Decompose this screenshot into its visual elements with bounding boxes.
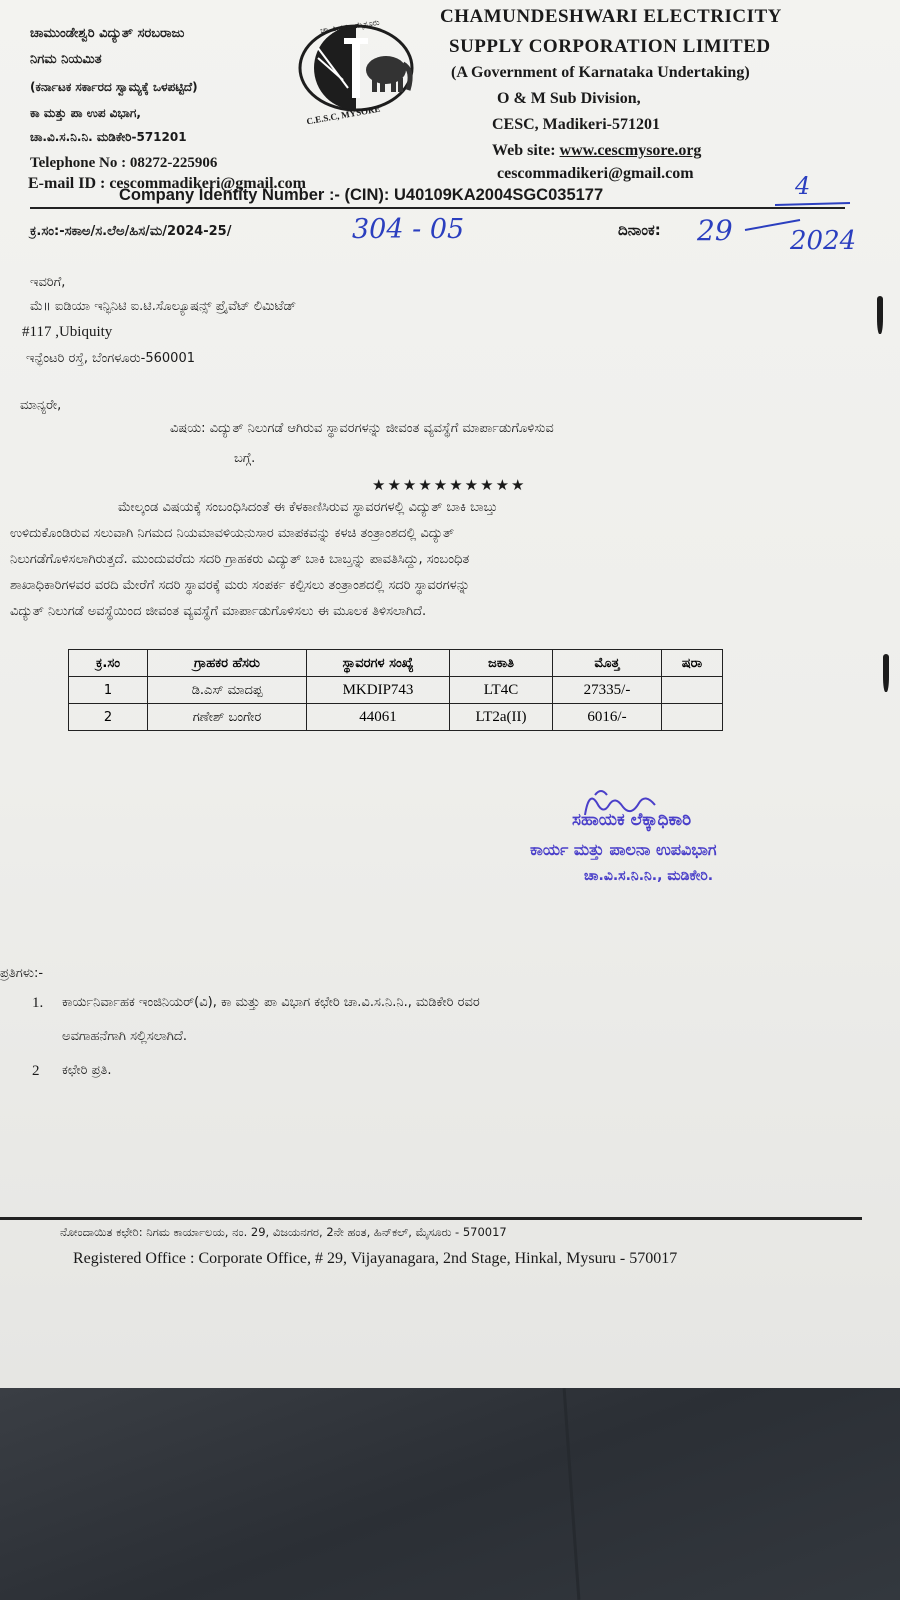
header-kn-line-2: ನಿಗಮ ನಿಯಮಿತ: [30, 52, 102, 67]
copies-item-2-number: 2: [32, 1063, 40, 1079]
header-kn-line-1: ಚಾಮುಂಡೇಶ್ವರಿ ವಿದ್ಯುತ್ ಸರಬರಾಜು: [30, 26, 185, 41]
col-header-tariff: ಜಕಾತಿ: [450, 650, 553, 677]
cell-serial: 1: [69, 677, 148, 704]
stamp-line-2: ಕಾರ್ಯ ಮತ್ತು ಪಾಲನಾ ಉಪವಿಭಾಗ: [530, 840, 717, 859]
logo-top-text: ಚಾ.ವಿ.ಸ.ನಿ. ಮೈಸೂರು: [319, 17, 381, 36]
company-line-1: CHAMUNDESHWARI ELECTRICITY: [440, 6, 782, 27]
fabric-seam: [563, 1388, 581, 1600]
cell-tariff: LT2a(II): [450, 704, 553, 731]
date-separators: [740, 195, 890, 255]
binder-mark-top: [877, 296, 883, 334]
cell-installation-number: 44061: [307, 704, 450, 731]
company-line-5: CESC, Madikeri-571201: [492, 116, 660, 133]
address-line-1: ಮೆ॥ ಐಡಿಯಾ ಇನ್ಫಿನಿಟಿ ಐ.ಟಿ.ಸೊಲ್ಯೂಷನ್ಸ್ ಪ್ರೈವೆಟ್ ಲಿಮಿಟೆಡ್: [30, 299, 297, 314]
cell-remarks: [662, 677, 723, 704]
date-year: 2024: [790, 226, 857, 256]
table-header-row: [69, 650, 723, 677]
stamp-line-3: ಚಾ.ವಿ.ಸ.ನಿ.ನಿ., ಮಡಿಕೇರಿ.: [584, 868, 714, 884]
cell-remarks: [662, 704, 723, 731]
company-line-2: SUPPLY CORPORATION LIMITED: [449, 36, 771, 57]
copies-item-2: ಕಛೇರಿ ಪ್ರತಿ.: [62, 1063, 112, 1078]
cin-line: Company Identity Number :- (CIN): U40109KA2004SGC035177: [119, 186, 604, 204]
binder-mark-middle: [883, 654, 889, 692]
cesc-logo: [288, 18, 428, 128]
address-line-3: ಇನ್ಫೆಂಟರಿ ರಸ್ತೆ, ಬೆಂಗಳೂರು-560001: [26, 351, 195, 366]
body-line-5: ವಿದ್ಯುತ್ ನಿಲುಗಡೆ ಅವಸ್ಥೆಯಿಂದ ಜೀವಂತ ವ್ಯವಸ್ಥೆಗೆ ಮಾರ್ಪಾಡುಗೊಳಿಸಲು ಈ ಮೂಲಕ ತಿಳಿಸಲಾಗಿದೆ.: [10, 604, 427, 619]
subject-line-1: ವಿಷಯ: ವಿದ್ಯುತ್ ನಿಲುಗಡೆ ಆಗಿರುವ ಸ್ಥಾವರಗಳನ್ನು ಜೀವಂತ ವ್ಯವಸ್ಥೆಗೆ ಮಾರ್ಪಾಡುಗೊಳಿಸುವ: [170, 421, 554, 436]
copies-item-1-line-2: ಅವಗಾಹನೆಗಾಗಿ ಸಲ್ಲಿಸಲಾಗಿದೆ.: [62, 1029, 187, 1044]
stamp-line-1: ಸಹಾಯಕ ಲೆಕ್ಕಾಧಿಕಾರಿ: [572, 810, 692, 830]
background-fabric: [0, 1388, 900, 1600]
website-link[interactable]: www.cescmysore.org: [559, 142, 702, 159]
col-header-serial: ಕ್ರ.ಸಂ: [69, 650, 148, 677]
date-month: 4: [795, 172, 811, 200]
ref-number-handwritten: 304 - 05: [352, 214, 465, 245]
cell-installation-number: MKDIP743: [307, 677, 450, 704]
cell-tariff: LT4C: [450, 677, 553, 704]
cell-consumer-name: ಗಣೇಶ್ ಬಂಗೇರ: [148, 704, 307, 731]
table-row: [69, 704, 723, 731]
consumer-table: [68, 649, 723, 731]
salutation: ಮಾನ್ಯರೇ,: [20, 398, 62, 413]
col-header-installation-number: ಸ್ಥಾವರಗಳ ಸಂಖ್ಯೆ: [307, 650, 450, 677]
copies-item-1-number: 1.: [32, 995, 44, 1011]
date-label: ದಿನಾಂಕ:: [618, 221, 661, 239]
header-rule: [30, 207, 845, 209]
address-to: ಇವರಿಗೆ,: [30, 275, 66, 290]
footer-english: Registered Office : Corporate Office, # 29, Vijayanagara, 2nd Stage, Hinkal, Mysuru - 570017: [73, 1250, 678, 1267]
subject-line-2: ಬಗ್ಗೆ.: [234, 451, 256, 466]
copies-item-1-line-1: ಕಾರ್ಯನಿರ್ವಾಹಕ ಇಂಜಿನಿಯರ್(ವಿ), ಕಾ ಮತ್ತು ಪಾ ವಿಭಾಗ ಕಛೇರಿ ಚಾ.ವಿ.ಸ.ನಿ.ನಿ., ಮಡಿಕೇರಿ ರವರ: [62, 995, 480, 1010]
company-line-4: O & M Sub Division,: [497, 90, 641, 107]
address-line-2: #117 ,Ubiquity: [22, 324, 113, 340]
body-line-4: ಶಾಖಾಧಿಕಾರಿಗಳವರ ವರದಿ ಮೇರೆಗೆ ಸದರಿ ಸ್ಥಾವರಕ್ಕೆ ಮರು ಸಂಪರ್ಕ ಕಲ್ಪಿಸಲು ತಂತ್ರಾಂಶದಲ್ಲಿ ಸದರಿ ಸ್ಥಾವರಗಳನ್ನು: [10, 578, 470, 593]
header-kn-line-4: ಕಾ ಮತ್ತು ಪಾ ಉಪ ವಿಭಾಗ,: [30, 106, 141, 120]
footer-kannada: ನೋಂದಾಯಿತ ಕಛೇರಿ: ನಿಗಮ ಕಾರ್ಯಾಲಯ, ನಂ. 29, ವಿಜಯನಗರ, 2ನೇ ಹಂತ, ಹಿನ್‌ಕಲ್, ಮೈಸೂರು - 570017: [60, 1225, 507, 1239]
company-line-3: (A Government of Karnataka Undertaking): [451, 64, 750, 81]
body-line-3: ನಿಲುಗಡೆಗೊಳಿಸಲಾಗಿರುತ್ತದೆ. ಮುಂದುವರೆದು ಸದರಿ ಗ್ರಾಹಕರು ವಿದ್ಯುತ್ ಬಾಕಿ ಬಾಬ್ತನ್ನು ಪಾವತಿಸಿದ್ದು, ಸಂಬಂಧಿತ: [10, 552, 470, 567]
table-row: [69, 677, 723, 704]
logo-bottom-text: C.E.S.C, MYSORE: [305, 103, 382, 127]
telephone: Telephone No : 08272-225906: [30, 155, 218, 171]
website-label: Web site:: [492, 142, 556, 159]
date-day: 29: [697, 214, 733, 247]
email-left: E-mail ID : cescommadikeri@gmail.com: [28, 175, 306, 192]
col-header-consumer-name: ಗ್ರಾಹಕರ ಹೆಸರು: [148, 650, 307, 677]
header-kn-line-3: (ಕರ್ನಾಟಕ ಸರ್ಕಾರದ ಸ್ವಾಮ್ಯಕ್ಕೆ ಒಳಪಟ್ಟಿದೆ): [30, 80, 198, 94]
cell-amount: 6016/-: [553, 704, 662, 731]
cell-serial: 2: [69, 704, 148, 731]
cell-consumer-name: ಡಿ.ಎಸ್ ಮಾದಪ್ಪ: [148, 677, 307, 704]
col-header-remarks: ಷರಾ: [662, 650, 723, 677]
col-header-amount: ಮೊತ್ತ: [553, 650, 662, 677]
stars-divider: ★★★★★★★★★★: [372, 476, 527, 494]
cell-amount: 27335/-: [553, 677, 662, 704]
body-line-2: ಉಳಿದುಕೊಂಡಿರುವ ಸಲುವಾಗಿ ನಿಗಮದ ನಿಯಮಾವಳಿಯನುಸಾರ ಮಾಪಕವನ್ನು ಕಳಚಿ ತಂತ್ರಾಂಶದಲ್ಲಿ ವಿದ್ಯುತ್: [10, 526, 455, 541]
email-right: cescommadikeri@gmail.com: [497, 165, 694, 182]
website-row: [492, 142, 701, 160]
copies-heading: ಪ್ರತಿಗಳು:-: [0, 966, 44, 981]
ref-number-label: ಕ್ರ.ಸಂ:-ಸಕಾಅ/ಸ.ಲೆಅ/ಹಿಸ/ಮ/2024-25/: [30, 224, 232, 239]
body-line-1: ಮೇಲ್ಕಂಡ ವಿಷಯಕ್ಕೆ ಸಂಬಂಧಿಸಿದಂತೆ ಈ ಕೆಳಕಾಣಿಸಿರುವ ಸ್ಥಾವರಗಳಲ್ಲಿ ವಿದ್ಯುತ್ ಬಾಕಿ ಬಾಬ್ತು: [118, 500, 498, 515]
header-kn-line-5: ಚಾ.ವಿ.ಸ.ನಿ.ನಿ. ಮಡಿಕೇರಿ-571201: [30, 130, 187, 144]
footer-rule: [0, 1217, 862, 1220]
